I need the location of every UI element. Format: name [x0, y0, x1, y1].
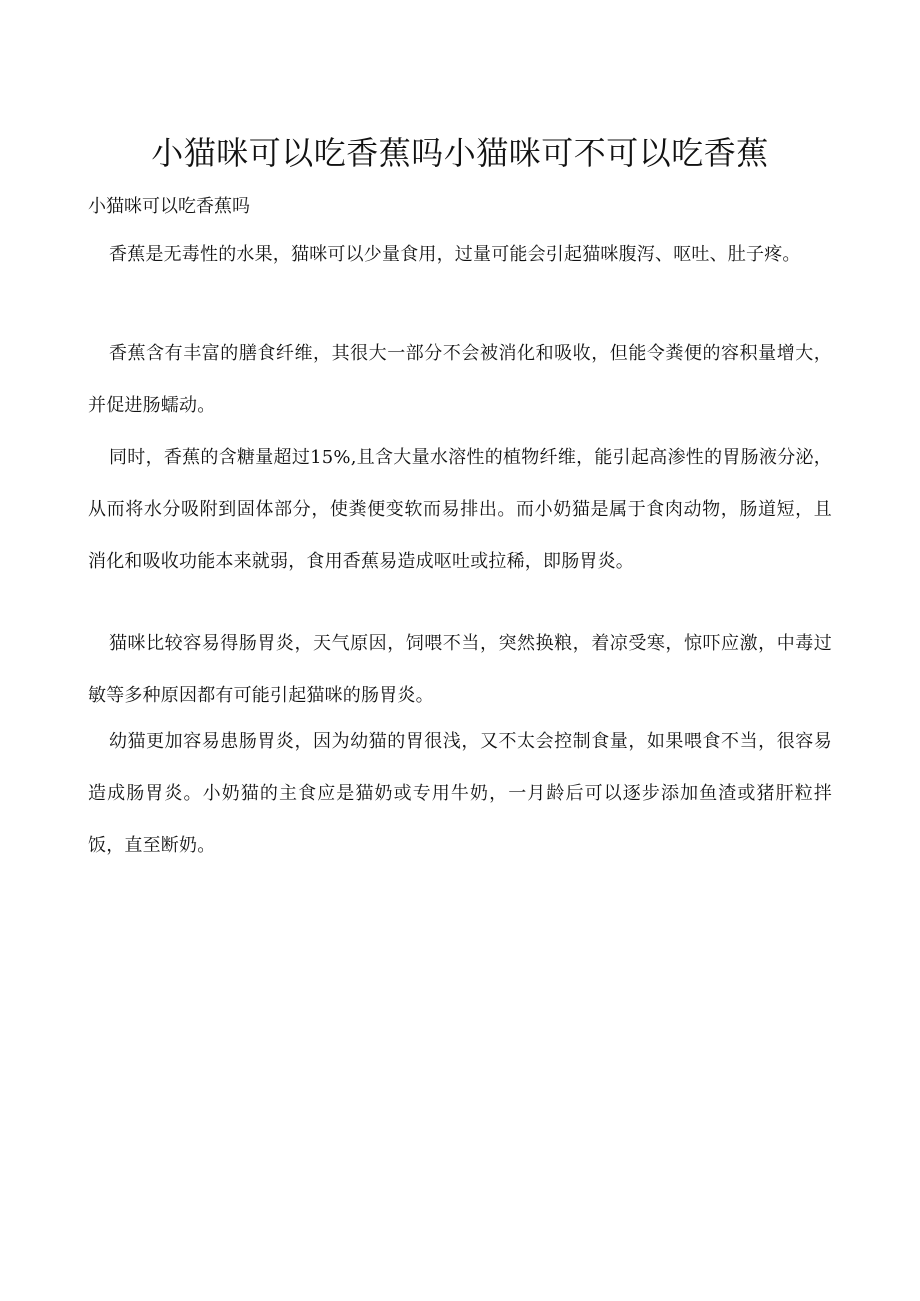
paragraph-5: 幼猫更加容易患肠胃炎，因为幼猫的胃很浅，又不太会控制食量，如果喂食不当，很容易造成肠胃炎。小奶猫的主食应是猫奶或专用牛奶，一月龄后可以逐步添加鱼渣或猪肝粒拌饭，直至断奶。: [88, 731, 832, 856]
paragraph-3: 同时，香蕉的含糖量超过15%,且含大量水溶性的植物纤维，能引起高渗性的胃肠液分泌，从而将水分吸附到固体部分，使粪便变软而易排出。而小奶猫是属于食肉动物，肠道短，且消化和吸收功能本来就弱，食用香蕉易造成呕吐或拉稀，即肠胃炎。: [88, 447, 832, 572]
paragraph-4: 猫咪比较容易得肠胃炎，天气原因，饲喂不当，突然换粮，着凉受寒，惊吓应激，中毒过敏等多种原因都有可能引起猫咪的肠胃炎。: [88, 633, 832, 706]
paragraph-2: 香蕉含有丰富的膳食纤维，其很大一部分不会被消化和吸收，但能令粪便的容积量增大，并促进肠蠕动。: [88, 343, 832, 416]
paragraph-1: 香蕉是无毒性的水果，猫咪可以少量食用，过量可能会引起猫咪腹泻、呕吐、肚子疼。: [109, 244, 801, 265]
section-heading: 小猫咪可以吃香蕉吗: [88, 196, 250, 217]
document-title: 小猫咪可以吃香蕉吗小猫咪可不可以吃香蕉: [151, 134, 769, 172]
